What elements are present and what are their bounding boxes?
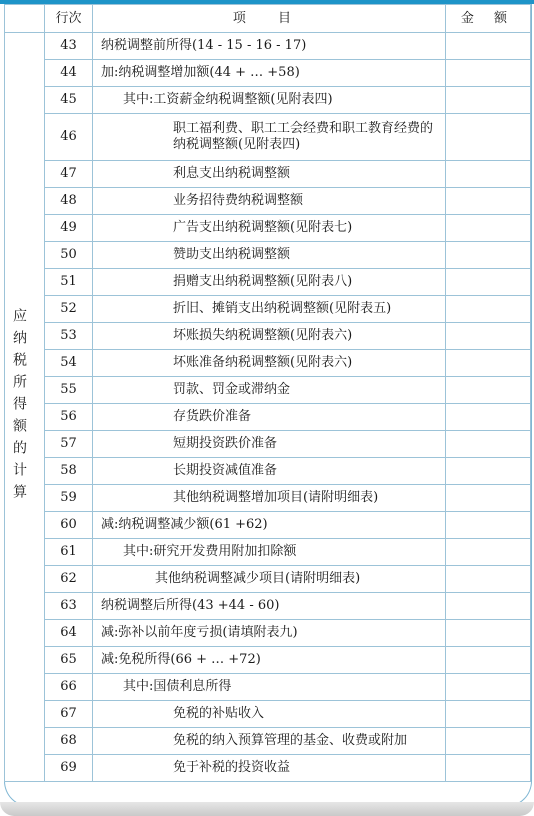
table-header-row bbox=[5, 5, 531, 33]
row-number: 62 bbox=[45, 566, 93, 593]
table-row bbox=[5, 512, 531, 539]
row-number: 69 bbox=[45, 755, 93, 782]
row-number: 61 bbox=[45, 539, 93, 566]
row-number: 52 bbox=[45, 296, 93, 323]
table-row bbox=[5, 620, 531, 647]
row-number: 65 bbox=[45, 647, 93, 674]
row-item: 其中:研究开发费用附加扣除额 bbox=[93, 539, 446, 566]
row-number: 67 bbox=[45, 701, 93, 728]
row-number: 63 bbox=[45, 593, 93, 620]
row-item: 职工福利费、职工工会经费和职工教育经费的纳税调整额(见附表四) bbox=[93, 114, 446, 161]
row-item: 其他纳税调整增加项目(请附明细表) bbox=[93, 485, 446, 512]
row-number: 66 bbox=[45, 674, 93, 701]
table-row bbox=[5, 431, 531, 458]
row-item: 坏账损失纳税调整额(见附表六) bbox=[93, 323, 446, 350]
row-item: 坏账准备纳税调整额(见附表六) bbox=[93, 350, 446, 377]
row-number: 53 bbox=[45, 323, 93, 350]
table-row bbox=[5, 323, 531, 350]
table-row bbox=[5, 33, 531, 60]
row-number: 49 bbox=[45, 215, 93, 242]
table-row bbox=[5, 87, 531, 114]
table-row bbox=[5, 647, 531, 674]
amount-cell[interactable] bbox=[446, 512, 531, 539]
amount-cell[interactable] bbox=[446, 485, 531, 512]
amount-header: 金 额 bbox=[446, 5, 531, 33]
amount-cell[interactable] bbox=[446, 33, 531, 60]
amount-cell[interactable] bbox=[446, 114, 531, 161]
row-number: 54 bbox=[45, 350, 93, 377]
row-number: 45 bbox=[45, 87, 93, 114]
amount-cell[interactable] bbox=[446, 431, 531, 458]
row-number-header: 行次 bbox=[45, 5, 93, 33]
row-item: 免于补税的投资收益 bbox=[93, 755, 446, 782]
row-item: 长期投资减值准备 bbox=[93, 458, 446, 485]
amount-cell[interactable] bbox=[446, 701, 531, 728]
page-bottom-shade bbox=[0, 802, 534, 816]
row-number: 60 bbox=[45, 512, 93, 539]
row-item: 其中:国债利息所得 bbox=[93, 674, 446, 701]
row-item: 免税的纳入预算管理的基金、收费或附加 bbox=[93, 728, 446, 755]
row-item: 减:纳税调整减少额(61 +62) bbox=[93, 512, 446, 539]
amount-cell[interactable] bbox=[446, 566, 531, 593]
amount-cell[interactable] bbox=[446, 674, 531, 701]
row-item: 业务招待费纳税调整额 bbox=[93, 188, 446, 215]
table-row bbox=[5, 114, 531, 161]
amount-cell[interactable] bbox=[446, 60, 531, 87]
row-item: 纳税调整前所得(14 - 15 - 16 - 17) bbox=[93, 33, 446, 60]
row-number: 46 bbox=[45, 114, 93, 161]
amount-cell[interactable] bbox=[446, 755, 531, 782]
table-row bbox=[5, 593, 531, 620]
row-item: 其中:工资薪金纳税调整额(见附表四) bbox=[93, 87, 446, 114]
amount-cell[interactable] bbox=[446, 458, 531, 485]
row-number: 68 bbox=[45, 728, 93, 755]
row-number: 58 bbox=[45, 458, 93, 485]
row-item: 存货跌价准备 bbox=[93, 404, 446, 431]
table-row bbox=[5, 377, 531, 404]
row-number: 51 bbox=[45, 269, 93, 296]
table-row bbox=[5, 269, 531, 296]
amount-cell[interactable] bbox=[446, 593, 531, 620]
row-number: 59 bbox=[45, 485, 93, 512]
amount-cell[interactable] bbox=[446, 728, 531, 755]
table-row bbox=[5, 350, 531, 377]
row-item: 广告支出纳税调整额(见附表七) bbox=[93, 215, 446, 242]
table-row bbox=[5, 701, 531, 728]
amount-cell[interactable] bbox=[446, 539, 531, 566]
amount-cell[interactable] bbox=[446, 215, 531, 242]
row-number: 64 bbox=[45, 620, 93, 647]
row-number: 44 bbox=[45, 60, 93, 87]
table-row bbox=[5, 188, 531, 215]
row-item: 罚款、罚金或滞纳金 bbox=[93, 377, 446, 404]
amount-cell[interactable] bbox=[446, 188, 531, 215]
amount-cell[interactable] bbox=[446, 242, 531, 269]
table-row bbox=[5, 296, 531, 323]
table-row bbox=[5, 674, 531, 701]
row-item: 其他纳税调整减少项目(请附明细表) bbox=[93, 566, 446, 593]
amount-cell[interactable] bbox=[446, 323, 531, 350]
row-item: 赞助支出纳税调整额 bbox=[93, 242, 446, 269]
section-header-blank bbox=[5, 5, 45, 33]
amount-cell[interactable] bbox=[446, 404, 531, 431]
row-item: 折旧、摊销支出纳税调整额(见附表五) bbox=[93, 296, 446, 323]
amount-cell[interactable] bbox=[446, 647, 531, 674]
row-number: 47 bbox=[45, 161, 93, 188]
table-row bbox=[5, 458, 531, 485]
table-row bbox=[5, 215, 531, 242]
row-item: 纳税调整后所得(43 +44 - 60) bbox=[93, 593, 446, 620]
row-item: 利息支出纳税调整额 bbox=[93, 161, 446, 188]
table-row bbox=[5, 242, 531, 269]
amount-cell[interactable] bbox=[446, 350, 531, 377]
item-header: 项 目 bbox=[93, 5, 446, 33]
row-item: 减:免税所得(66 + … +72) bbox=[93, 647, 446, 674]
section-label-cell bbox=[5, 33, 45, 782]
table-row bbox=[5, 539, 531, 566]
amount-cell[interactable] bbox=[446, 620, 531, 647]
table-row bbox=[5, 485, 531, 512]
table-row bbox=[5, 755, 531, 782]
row-number: 57 bbox=[45, 431, 93, 458]
table-row bbox=[5, 60, 531, 87]
row-item: 免税的补贴收入 bbox=[93, 701, 446, 728]
amount-cell[interactable] bbox=[446, 269, 531, 296]
row-number: 55 bbox=[45, 377, 93, 404]
row-number: 56 bbox=[45, 404, 93, 431]
table-row bbox=[5, 728, 531, 755]
row-item: 短期投资跌价准备 bbox=[93, 431, 446, 458]
amount-cell[interactable] bbox=[446, 377, 531, 404]
amount-cell[interactable] bbox=[446, 161, 531, 188]
section-label: 应纳税所得额的计算 bbox=[11, 308, 27, 506]
row-item: 加:纳税调整增加额(44 + … +58) bbox=[93, 60, 446, 87]
amount-cell[interactable] bbox=[446, 87, 531, 114]
table-row bbox=[5, 404, 531, 431]
row-item: 捐赠支出纳税调整额(见附表八) bbox=[93, 269, 446, 296]
table-row bbox=[5, 566, 531, 593]
amount-cell[interactable] bbox=[446, 296, 531, 323]
row-number: 50 bbox=[45, 242, 93, 269]
row-number: 48 bbox=[45, 188, 93, 215]
table-row bbox=[5, 161, 531, 188]
row-item: 减:弥补以前年度亏损(请填附表九) bbox=[93, 620, 446, 647]
row-number: 43 bbox=[45, 33, 93, 60]
tax-calculation-table bbox=[4, 4, 531, 782]
